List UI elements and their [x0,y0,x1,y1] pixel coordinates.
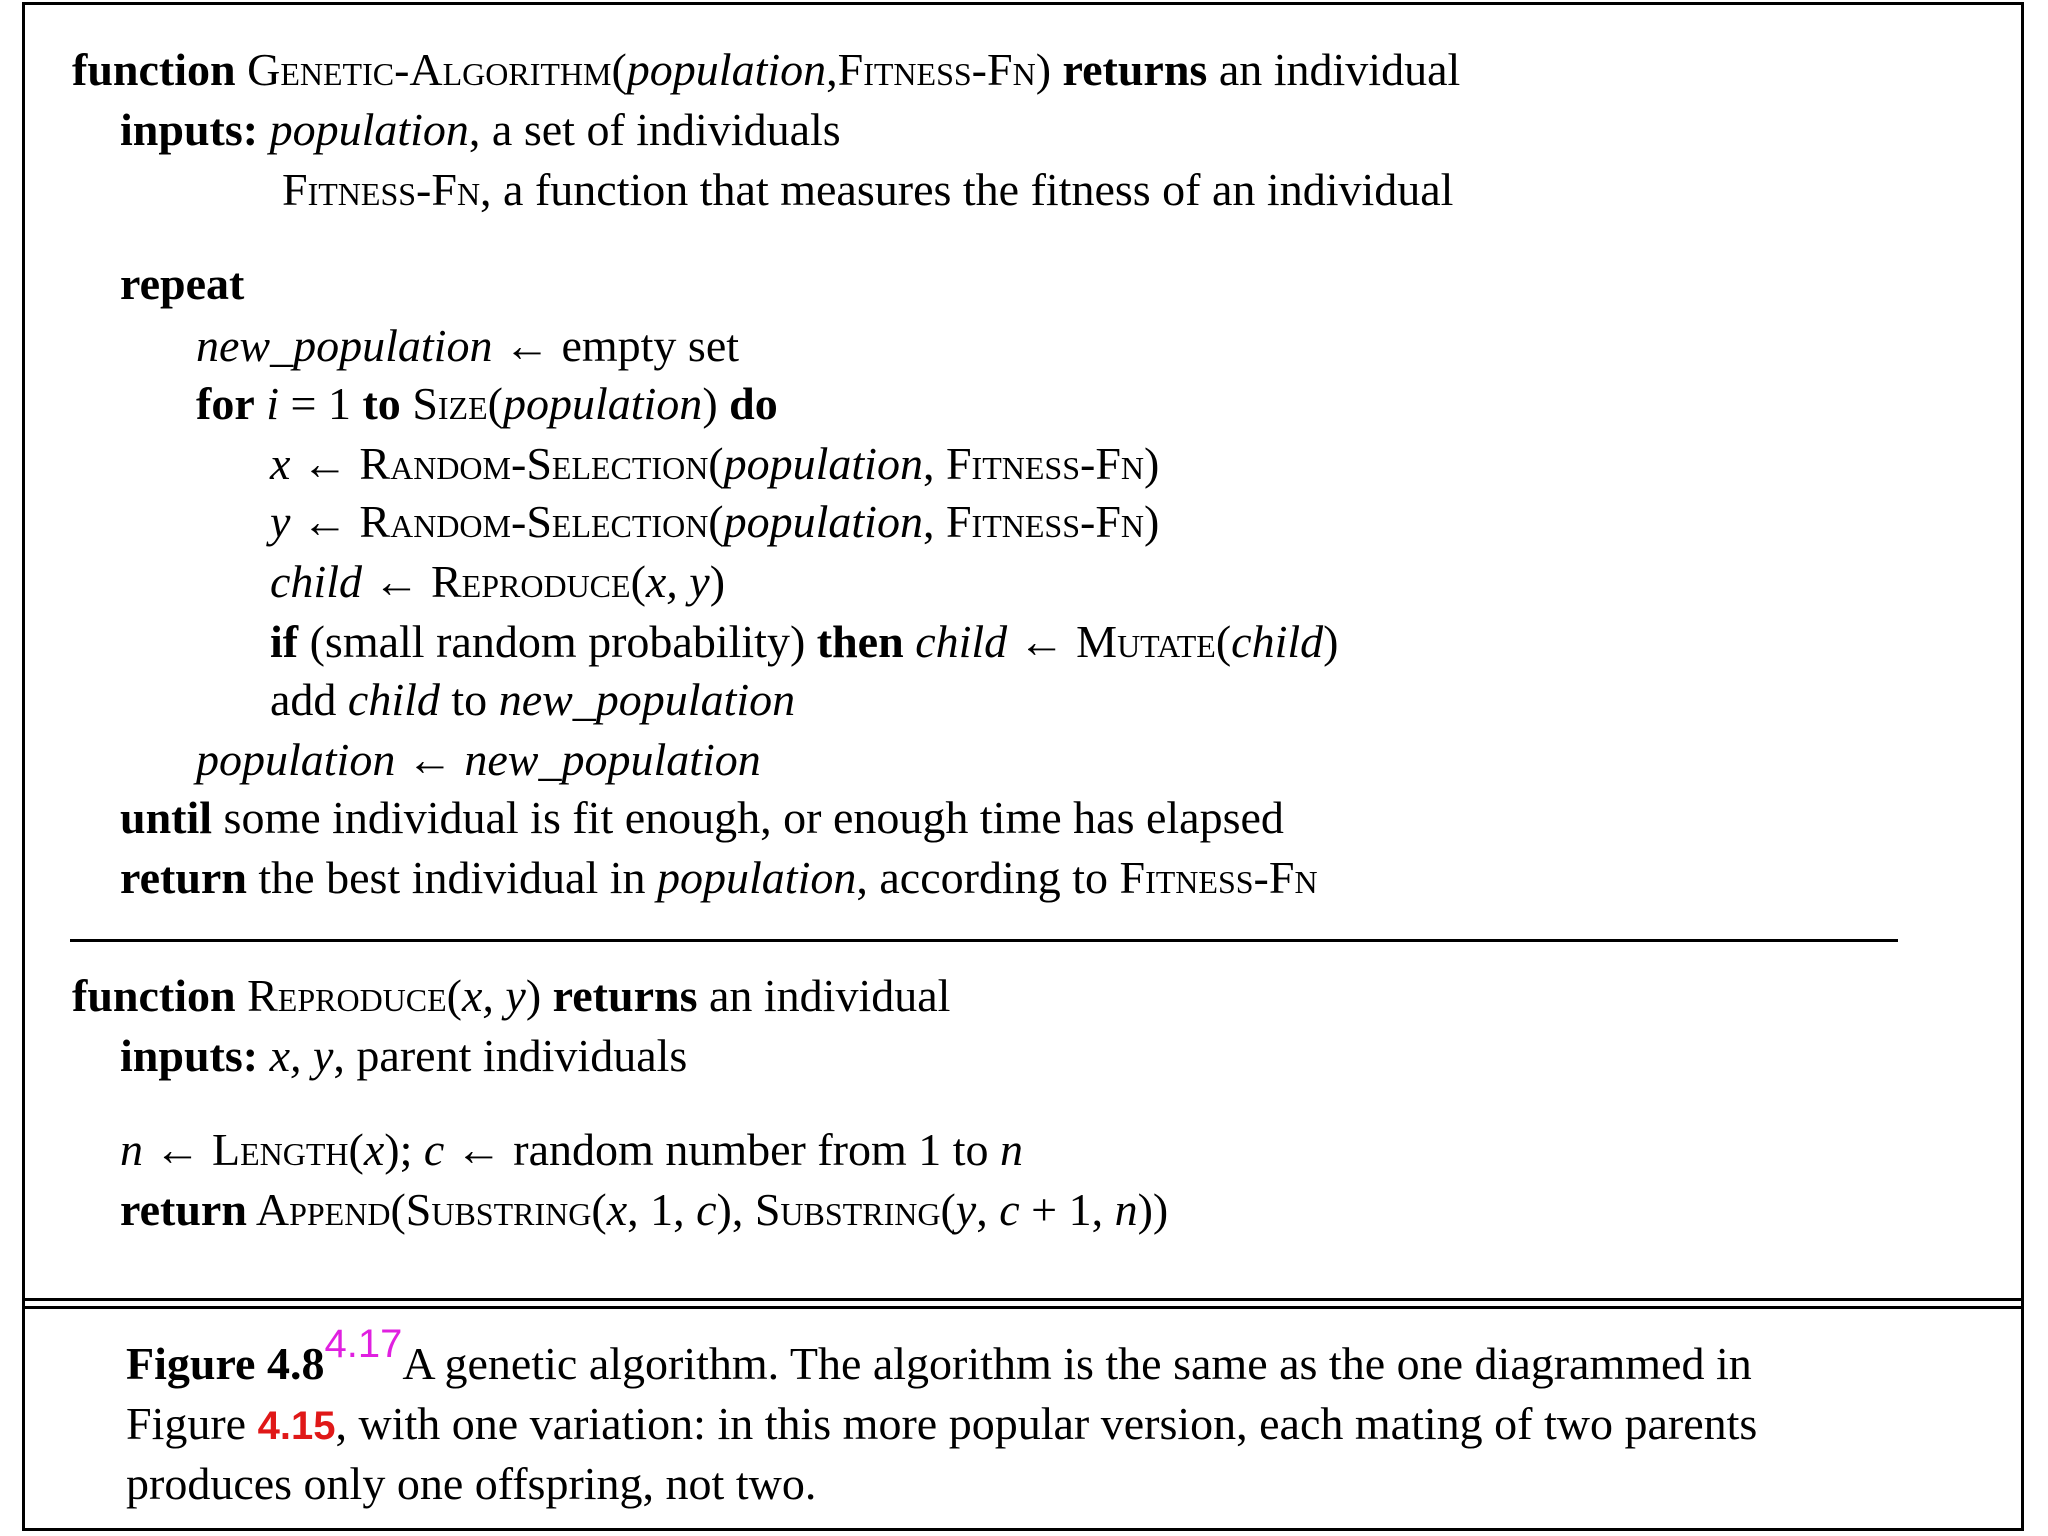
var: population [269,104,469,155]
keyword-returns: returns [1062,44,1208,95]
return-desc: an individual [708,970,951,1021]
var: child [347,674,440,725]
punct: ) [702,378,730,429]
text: , according to [856,852,1120,903]
text: to [439,674,499,725]
var: x, y [269,1030,334,1081]
arrow: ← [1007,616,1077,667]
arrow: ← [444,1124,514,1175]
var: population [196,734,396,785]
punct: ) [1035,44,1052,95]
var: new_population [498,674,796,725]
punct: ) [1144,438,1160,489]
var: x [363,1124,385,1175]
function-name: Append(Substring( [246,1184,607,1235]
function-name: Random-Selection( [359,496,724,547]
text: random number from 1 to [513,1124,1001,1175]
keyword-function: function [72,44,236,95]
keyword-until: until [120,792,213,843]
text: add [270,674,348,725]
keyword-to: to [362,378,401,429]
caption-line-3 [126,1454,1956,1514]
function-name: Fitness-Fn [945,438,1145,489]
arrow: ← [361,556,431,607]
ga-header [72,42,1460,98]
var: population [502,378,703,429]
function-name: Size( [400,378,503,429]
var: n [1114,1184,1138,1235]
text: + 1, [1019,1184,1115,1235]
function-name: Length( [212,1124,364,1175]
ga-line-x [270,436,1159,492]
arrow: ← [143,1124,212,1175]
var: y [955,1184,977,1235]
rep-inputs [120,1028,687,1084]
function-name: Random-Selection( [359,438,724,489]
punct: ); [384,1124,424,1175]
var: c [999,1184,1020,1235]
caption-divider-bottom [22,1306,2024,1309]
section-divider [70,939,1898,942]
caption-label: Figure 4.8 [126,1338,325,1389]
ga-line-add [270,672,795,728]
keyword-do: do [729,378,778,429]
param: x, y [462,970,526,1021]
function-name: Mutate( [1076,616,1232,667]
function-name: ), Substring( [716,1184,956,1235]
var: n [120,1124,143,1175]
var: y [270,496,291,547]
var: child [1231,616,1324,667]
caption-line-2 [126,1394,1956,1456]
function-name: Fitness-Fn [1119,852,1318,903]
keyword-return: return [120,1184,247,1235]
var: c [696,1184,717,1235]
function-name: Reproduce( [247,970,462,1021]
punct: , [922,496,946,547]
var: population [723,496,923,547]
var: x, y [645,556,710,607]
text: some individual is fit enough, or enough time has elapsed [212,792,1284,843]
text: the best individual in [246,852,658,903]
punct: ) [709,556,726,607]
var: c [423,1124,445,1175]
rep-header [72,968,950,1024]
caption-text: A genetic algorithm. The algorithm is the same as the one diagrammed in [402,1338,1752,1389]
var: i [254,378,280,429]
keyword-then: then [816,616,904,667]
text: (small random probability) [298,616,817,667]
function-name: Genetic-Algorithm( [247,44,627,95]
keyword-function: function [72,970,236,1021]
var: population [657,852,857,903]
punct: , [922,438,946,489]
ga-inputs-1 [120,102,841,158]
punct: ) [1323,616,1339,667]
var: population [723,438,923,489]
text: , 1, [627,1184,697,1235]
keyword-inputs: inputs: [120,1030,259,1081]
function-name: Fitness-Fn [945,496,1145,547]
ga-line-y [270,494,1159,550]
keyword-for: for [196,378,255,429]
keyword-returns: returns [552,970,698,1021]
punct: , [826,44,838,95]
caption-text: , with one variation: in this more popular version, each mating of two parents [335,1398,1758,1449]
caption-text: Figure [126,1398,258,1449]
function-name: Reproduce( [430,556,646,607]
caption-text: produces only one offspring, not two. [126,1458,817,1509]
ga-line-for [196,376,778,432]
arrow: ← [290,438,360,489]
keyword-return: return [120,852,247,903]
punct: ) [525,970,542,1021]
arrow: ← [395,734,465,785]
var: child [270,556,362,607]
ga-line-pop [196,732,761,788]
caption-line-1 [126,1322,1956,1396]
rep-line-n [120,1122,1023,1178]
text: , a function that measures the fitness of an individual [480,164,1454,215]
text: , [976,1184,1000,1235]
var: new_population [464,734,761,785]
param: Fitness-Fn [837,44,1036,95]
ga-repeat: repeat [120,258,245,309]
arrow: ← [290,496,360,547]
var: x [606,1184,628,1235]
text: = 1 [279,378,363,429]
punct: )) [1137,1184,1169,1235]
punct: ) [1144,496,1160,547]
param: population [626,44,827,95]
text: ← empty set [492,320,740,371]
ga-line-if [270,614,1338,670]
ga-inputs-2 [282,162,1453,218]
var: x [270,438,291,489]
function-name: Fitness-Fn [282,164,481,215]
text: , a set of individuals [468,104,841,155]
keyword-if: if [270,616,299,667]
var: child [903,616,1008,667]
rep-line-return [120,1182,1168,1238]
var: new_population [196,320,493,371]
caption-superscript: 4.17 [324,1322,403,1366]
ga-line-newpop [196,318,739,374]
caption-figure-ref: 4.15 [257,1404,336,1448]
keyword-inputs: inputs: [120,104,259,155]
ga-line-child [270,554,725,610]
caption-divider-top [22,1298,2024,1301]
text: , parent individuals [333,1030,688,1081]
return-desc: an individual [1218,44,1461,95]
ga-line-until [120,790,1284,846]
var: n [1000,1124,1024,1175]
ga-line-return [120,850,1318,906]
